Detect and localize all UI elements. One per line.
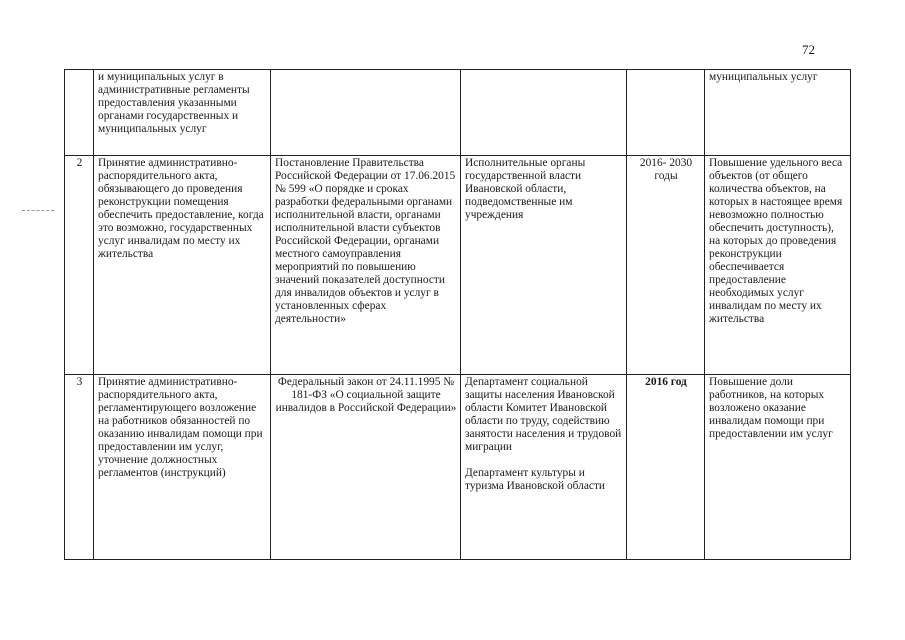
executor-text: Департамент социальной защиты населения Ивановской области Комитет Ивановской области по труду, содействию занятости населения и трудовой миграции — [465, 376, 622, 453]
table-row — [65, 156, 851, 375]
row-number-cell: 2 — [65, 156, 94, 375]
measures-table — [64, 69, 851, 560]
measure-cell: Принятие административно-распорядительного акта, обязывающего до проведения реконструкции помещения обеспечить предоставление, когда это возможно, государственных услуг инвалидам по месту их жительства — [94, 156, 271, 375]
result-cell: Повышение удельного веса объектов (от общего количества объектов, на которых в настоящее время невозможно полностью обеспечить доступность), на которых до проведения реконструкции обеспечивается предоставление необходимых услуг инвалидам по месту их жительства — [705, 156, 851, 375]
executors-cell — [461, 70, 627, 156]
term-cell — [627, 70, 705, 156]
document-cell: Федеральный закон от 24.11.1995 № 181-ФЗ «О социальной защите инвалидов в Российской Федерации» — [271, 375, 461, 560]
result-cell: муниципальных услуг — [705, 70, 851, 156]
term-cell: 2016 год — [627, 375, 705, 560]
term-cell: 2016- 2030 годы — [627, 156, 705, 375]
row-number-cell — [65, 70, 94, 156]
executors-cell — [461, 156, 627, 375]
document-cell: Постановление Правительства Российской Федерации от 17.06.2015 № 599 «О порядке и сроках разработки федеральными органами исполнительной власти, органами исполнительной власти субъектов Российской Федерации, органами местного самоуправления мероприятий по повышению значений показателей доступности для инвалидов объектов и услуг в установленных сферах деятельности» — [271, 156, 461, 375]
executors-cell — [461, 375, 627, 560]
measure-cell: Принятие административно-распорядительного акта, регламентирующего возложение на работников обязанностей по оказанию инвалидам помощи при предоставлении им услуг, уточнение должностных регламентов (инструкций) — [94, 375, 271, 560]
document-cell — [271, 70, 461, 156]
measure-cell: и муниципальных услуг в административные регламенты предоставления указанными органами государственных и муниципальных услуг — [94, 70, 271, 156]
executor-text: Департамент культуры и туризма Ивановской области — [465, 467, 606, 492]
executor-text: Исполнительные органы государственной власти Ивановской области, подведомственные им учреждения — [465, 157, 586, 221]
page-number: 72 — [802, 42, 815, 57]
table-row — [65, 375, 851, 560]
scan-artifact-mark — [22, 210, 54, 211]
row-number-cell: 3 — [65, 375, 94, 560]
table-row — [65, 70, 851, 156]
result-cell: Повышение доли работников, на которых возложено оказание инвалидам помощи при предоставлении им услуг — [705, 375, 851, 560]
